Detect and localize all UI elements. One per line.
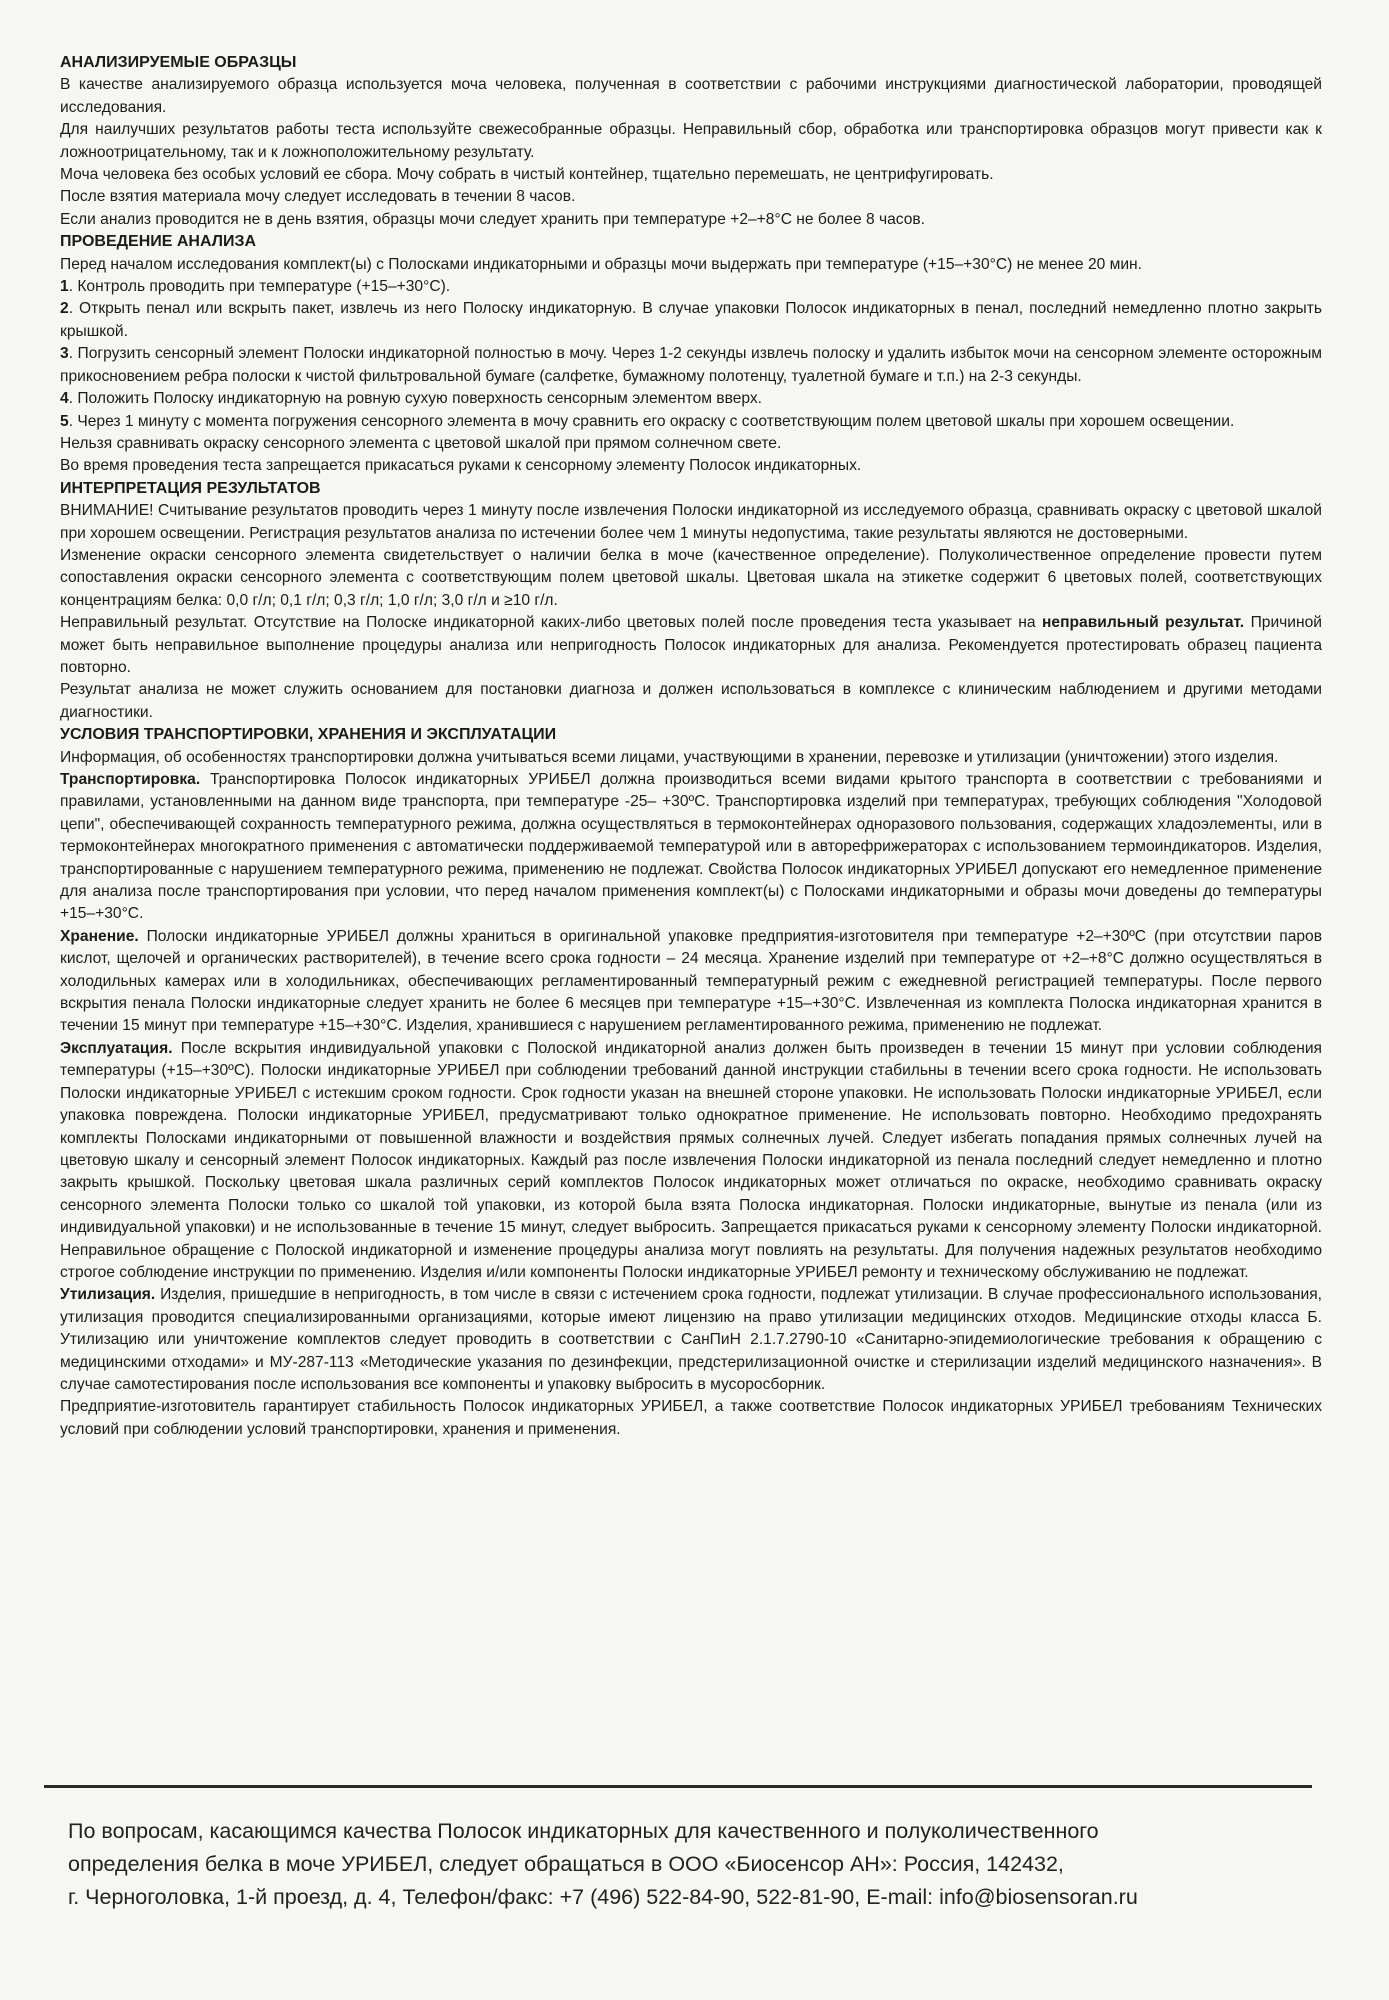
paragraph: ВНИМАНИЕ! Считывание результатов проводить через 1 минуту после извлечения Полоски индикаторной из исследуемого образца, сравнивать окраску с цветовой шкалой при хорошем освещении. Регистрация результатов анализа по истечении более чем 1 минуты недопустима, такие результаты являются не достоверными.	[60, 502, 1322, 542]
bold-run: неправильный результат.	[1041, 614, 1245, 632]
section-conditions	[60, 724, 1322, 1441]
paragraph: Если анализ проводится не в день взятия, образцы мочи следует хранить при температуре +2–+8°С не более 8 часов.	[60, 210, 926, 228]
paragraph: Информация, об особенностях транспортировки должна учитываться всеми лицами, участвующими в хранении, перевозке и утилизации (уничтожении) этого изделия.	[60, 748, 1279, 766]
paragraph	[60, 612, 1322, 679]
step-text: . Погрузить сенсорный элемент Полоски индикаторной полностью в мочу. Через 1-2 секунды извлечь полоску и удалить избыток мочи на сенсорном элементе осторожным прикосновением ребра полоски к чистой фильтровальной бумаге (салфетке, бумажному полотенцу, туалетной бумаге и т.п.) на 2-3 секунды.	[60, 345, 1322, 385]
footer-line: г. Черноголовка, 1-й проезд, д. 4, Телефон/факс: +7 (496) 522-84-90, 522-81-90, E-mail: info@biosensoran.ru	[68, 1885, 1138, 1909]
step-text: . Открыть пенал или вскрыть пакет, извлечь из него Полоску индикаторную. В случае упаковки Полосок индикаторных в пенал, последний немедленно плотно закрыть крышкой.	[60, 300, 1322, 340]
footer-line: По вопросам, касающимся качества Полосок индикаторных для качественного и полуколичественного	[68, 1819, 1099, 1843]
run-in-label: Эксплуатация.	[60, 1039, 173, 1057]
step-number: 5	[60, 412, 69, 430]
text-run: Полоски индикаторные УРИБЕЛ должны храниться в оригинальной упаковке предприятия-изготовителя при температуре +2–+30ºС (при отсутствии паров кислот, щелочей и органических растворителей), в течение всего срока годности – 24 месяца. Хранение изделий при температуре от +2–+8°С должно осуществляться в холодильных камерах или в холодильниках, обеспечивающих регламентированный температурный режим с ежедневной регистрацией температуры. После первого вскрытия пенала Полоски индикаторные следует хранить не более 6 месяцев при температуре +15–+30°С. Извлеченная из комплекта Полоска индикаторная хранится в течении 15 минут при температуре +15–+30°С. Изделия, хранившиеся с нарушением регламентированного режима, применению не подлежат.	[60, 927, 1322, 1035]
section-samples	[60, 52, 1322, 231]
step-number: 3	[60, 345, 69, 363]
step-number: 4	[60, 390, 69, 408]
paragraph-operation	[60, 1038, 1322, 1284]
paragraph-storage	[60, 926, 1322, 1038]
section-heading: ИНТЕРПРЕТАЦИЯ РЕЗУЛЬТАТОВ	[60, 479, 321, 497]
procedure-step	[60, 276, 1322, 298]
step-text: . Через 1 минуту с момента погружения сенсорного элемента в мочу сравнить его окраску с соответствующим полем цветовой шкалы при хорошем освещении.	[68, 412, 1235, 430]
paragraph: Для наилучших результатов работы теста используйте свежесобранные образцы. Неправильный сбор, обработка или транспортировка образцов могут привести как к ложноотрицательному, так и к ложноположительному результату.	[60, 121, 1322, 161]
procedure-step	[60, 343, 1322, 388]
text-run: После вскрытия индивидуальной упаковки с Полоской индикаторной анализ должен быть произведен в течении 15 минут при условии соблюдения температуры (+15–+30ºС). Полоски индикаторные УРИБЕЛ при соблюдении требований данной инструкции стабильны в течении всего срока годности. Не использовать Полоски индикаторные УРИБЕЛ с истекшим сроком годности. Срок годности указан на внешней стороне упаковки. Не использовать Полоски индикаторные УРИБЕЛ, если упаковка повреждена. Полоски индикаторные УРИБЕЛ, предусматривают только однократное применение. Не использовать повторно. Необходимо предохранять комплекты Полосками индикаторными от повышенной влажности и воздействия прямых солнечных лучей. Следует избегать попадания прямых солнечных лучей на цветовую шкалу и сенсорный элемент Полосок индикаторных. Каждый раз после извлечения Полоски индикаторной из пенала последний следует немедленно и плотно закрыть крышкой. Поскольку цветовая шкала различных серий комплектов Полосок индикаторных может отличаться по окраске, необходимо сравнивать окраску сенсорного элемента Полоски только со шкалой той упаковки, из которой была взята Полоска индикаторная. Полоски индикаторные, вынутые из пенала (или из индивидуальной упаковки) и не использованные в течение 15 минут, следует выбросить. Запрещается прикасаться руками к сенсорному элементу Полоски индикаторной. Неправильное обращение с Полоской индикаторной и изменение процедуры анализа могут повлиять на результаты. Для получения надежных результатов необходимо строгое соблюдение инструкции по применению. Изделия и/или компоненты Полоски индикаторные УРИБЕЛ ремонту и техническому обслуживанию не подлежат.	[60, 1039, 1322, 1281]
run-in-label: Транспортировка.	[60, 771, 201, 788]
footer-divider	[44, 1785, 1312, 1788]
run-in-label: Хранение.	[60, 927, 139, 945]
step-number: 2	[60, 300, 69, 318]
step-number: 1	[60, 278, 69, 296]
section-interpretation	[60, 478, 1322, 724]
paragraph: В качестве анализируемого образца используется моча человека, полученная в соответствии с рабочими инструкциями диагностической лаборатории, проводящей исследования.	[60, 76, 1322, 116]
paragraph: Во время проведения теста запрещается прикасаться руками к сенсорному элементу Полосок индикаторных.	[60, 457, 862, 475]
paragraph: Перед началом исследования комплект(ы) с Полосками индикаторными и образцы мочи выдержать при температуре (+15–+30°С) не менее 20 мин.	[60, 255, 1142, 273]
text-run: Причиной может быть неправильное выполнение процедуры анализа или непригодность Полосок индикаторных для анализа. Рекомендуется протестировать образец пациента повторно.	[60, 614, 1322, 676]
section-procedure	[60, 231, 1322, 477]
step-text: . Положить Полоску индикаторную на ровную сухую поверхность сенсорным элементом вверх.	[68, 390, 762, 408]
step-text: . Контроль проводить при температуре (+15–+30°С).	[68, 278, 451, 296]
paragraph: Моча человека без особых условий ее сбора. Мочу собрать в чистый контейнер, тщательно перемешать, не центрифугировать.	[60, 166, 994, 184]
paragraph: Результат анализа не может служить основанием для постановки диагноза и должен использоваться в комплексе с клиническим наблюдением и другими методами диагностики.	[60, 681, 1322, 721]
procedure-step	[60, 298, 1322, 343]
instruction-document	[60, 52, 1322, 1441]
procedure-step	[60, 388, 1322, 410]
paragraph-transport	[60, 769, 1322, 926]
section-heading: УСЛОВИЯ ТРАНСПОРТИРОВКИ, ХРАНЕНИЯ И ЭКСПЛУАТАЦИИ	[60, 726, 557, 744]
procedure-step	[60, 411, 1322, 433]
text-run: Транспортировка Полосок индикаторных УРИБЕЛ должна производиться всеми видами крытого транспорта в соответствии с требованиями и правилами, установленными на данном виде транспорта, при температуре -25– +30ºС. Транспортировка изделий при температурах, требующих соблюдения "Холодовой цепи", обеспечивающей сохранность температурного режима, должна осуществляться в термоконтейнерах одноразового пользования, содержащих хладоэлементы, или в термоконтейнерах многократного применения с автоматически поддерживаемой температурой или в авторефрижераторах с использованием термоиндикаторов. Изделия, транспортированные с нарушением температурного режима, применению не подлежат. Свойства Полосок индикаторных УРИБЕЛ допускают его немедленное применение для анализа после транспортирования при условии, что перед началом применения комплект(ы) с Полосками индикаторными и образы мочи доведены до температуры +15–+30°С.	[60, 771, 1322, 923]
footer-line: определения белка в моче УРИБЕЛ, следует обращаться в ООО «Биосенсор АН»: Россия, 142432,	[68, 1852, 1064, 1876]
paragraph-disposal	[60, 1284, 1322, 1396]
paragraph: Изменение окраски сенсорного элемента свидетельствует о наличии белка в моче (качественное определение). Полуколичественное определение провести путем сопоставления окраски сенсорного элемента с соответствующим полем цветовой шкалы. Цветовая шкала на этикетке содержит 6 цветовых полей, соответствующих концентрациям белка: 0,0 г/л; 0,1 г/л; 0,3 г/л; 1,0 г/л; 3,0 г/л и ≥10 г/л.	[60, 546, 1322, 609]
contact-footer	[68, 1815, 1318, 1914]
paragraph: После взятия материала мочу следует исследовать в течении 8 часов.	[60, 188, 576, 206]
section-heading: АНАЛИЗИРУЕМЫЕ ОБРАЗЦЫ	[60, 54, 297, 71]
section-heading: ПРОВЕДЕНИЕ АНАЛИЗА	[60, 233, 257, 251]
text-run: Изделия, пришедшие в непригодность, в том числе в связи с истечением срока годности, подлежат утилизации. В случае профессионального использования, утилизация проводится специализированными организациями, которые имеют лицензию на право утилизации медицинских отходов. Медицинские отходы класса Б. Утилизацию или уничтожение комплектов следует проводить в соответствии с СанПиН 2.1.7.2790-10 «Санитарно-эпидемиологические требования к обращению с медицинскими отходами» и МУ-287-113 «Методические указания по дезинфекции, предстерилизационной очистке и стерилизации изделий медицинского назначения». В случае самотестирования после использования все компоненты и упаковку выбросить в мусоросборник.	[60, 1286, 1322, 1393]
paragraph: Нельзя сравнивать окраску сенсорного элемента с цветовой шкалой при прямом солнечном свете.	[60, 434, 782, 452]
text-run: Неправильный результат. Отсутствие на Полоске индикаторной каких-либо цветовых полей после проведения теста указывает на	[60, 614, 1042, 632]
paragraph: Предприятие-изготовитель гарантирует стабильность Полосок индикаторных УРИБЕЛ, а также соответствие Полосок индикаторных УРИБЕЛ требованиям Технических условий при соблюдении условий транспортировки, хранения и применения.	[60, 1398, 1322, 1438]
run-in-label: Утилизация.	[60, 1286, 156, 1304]
